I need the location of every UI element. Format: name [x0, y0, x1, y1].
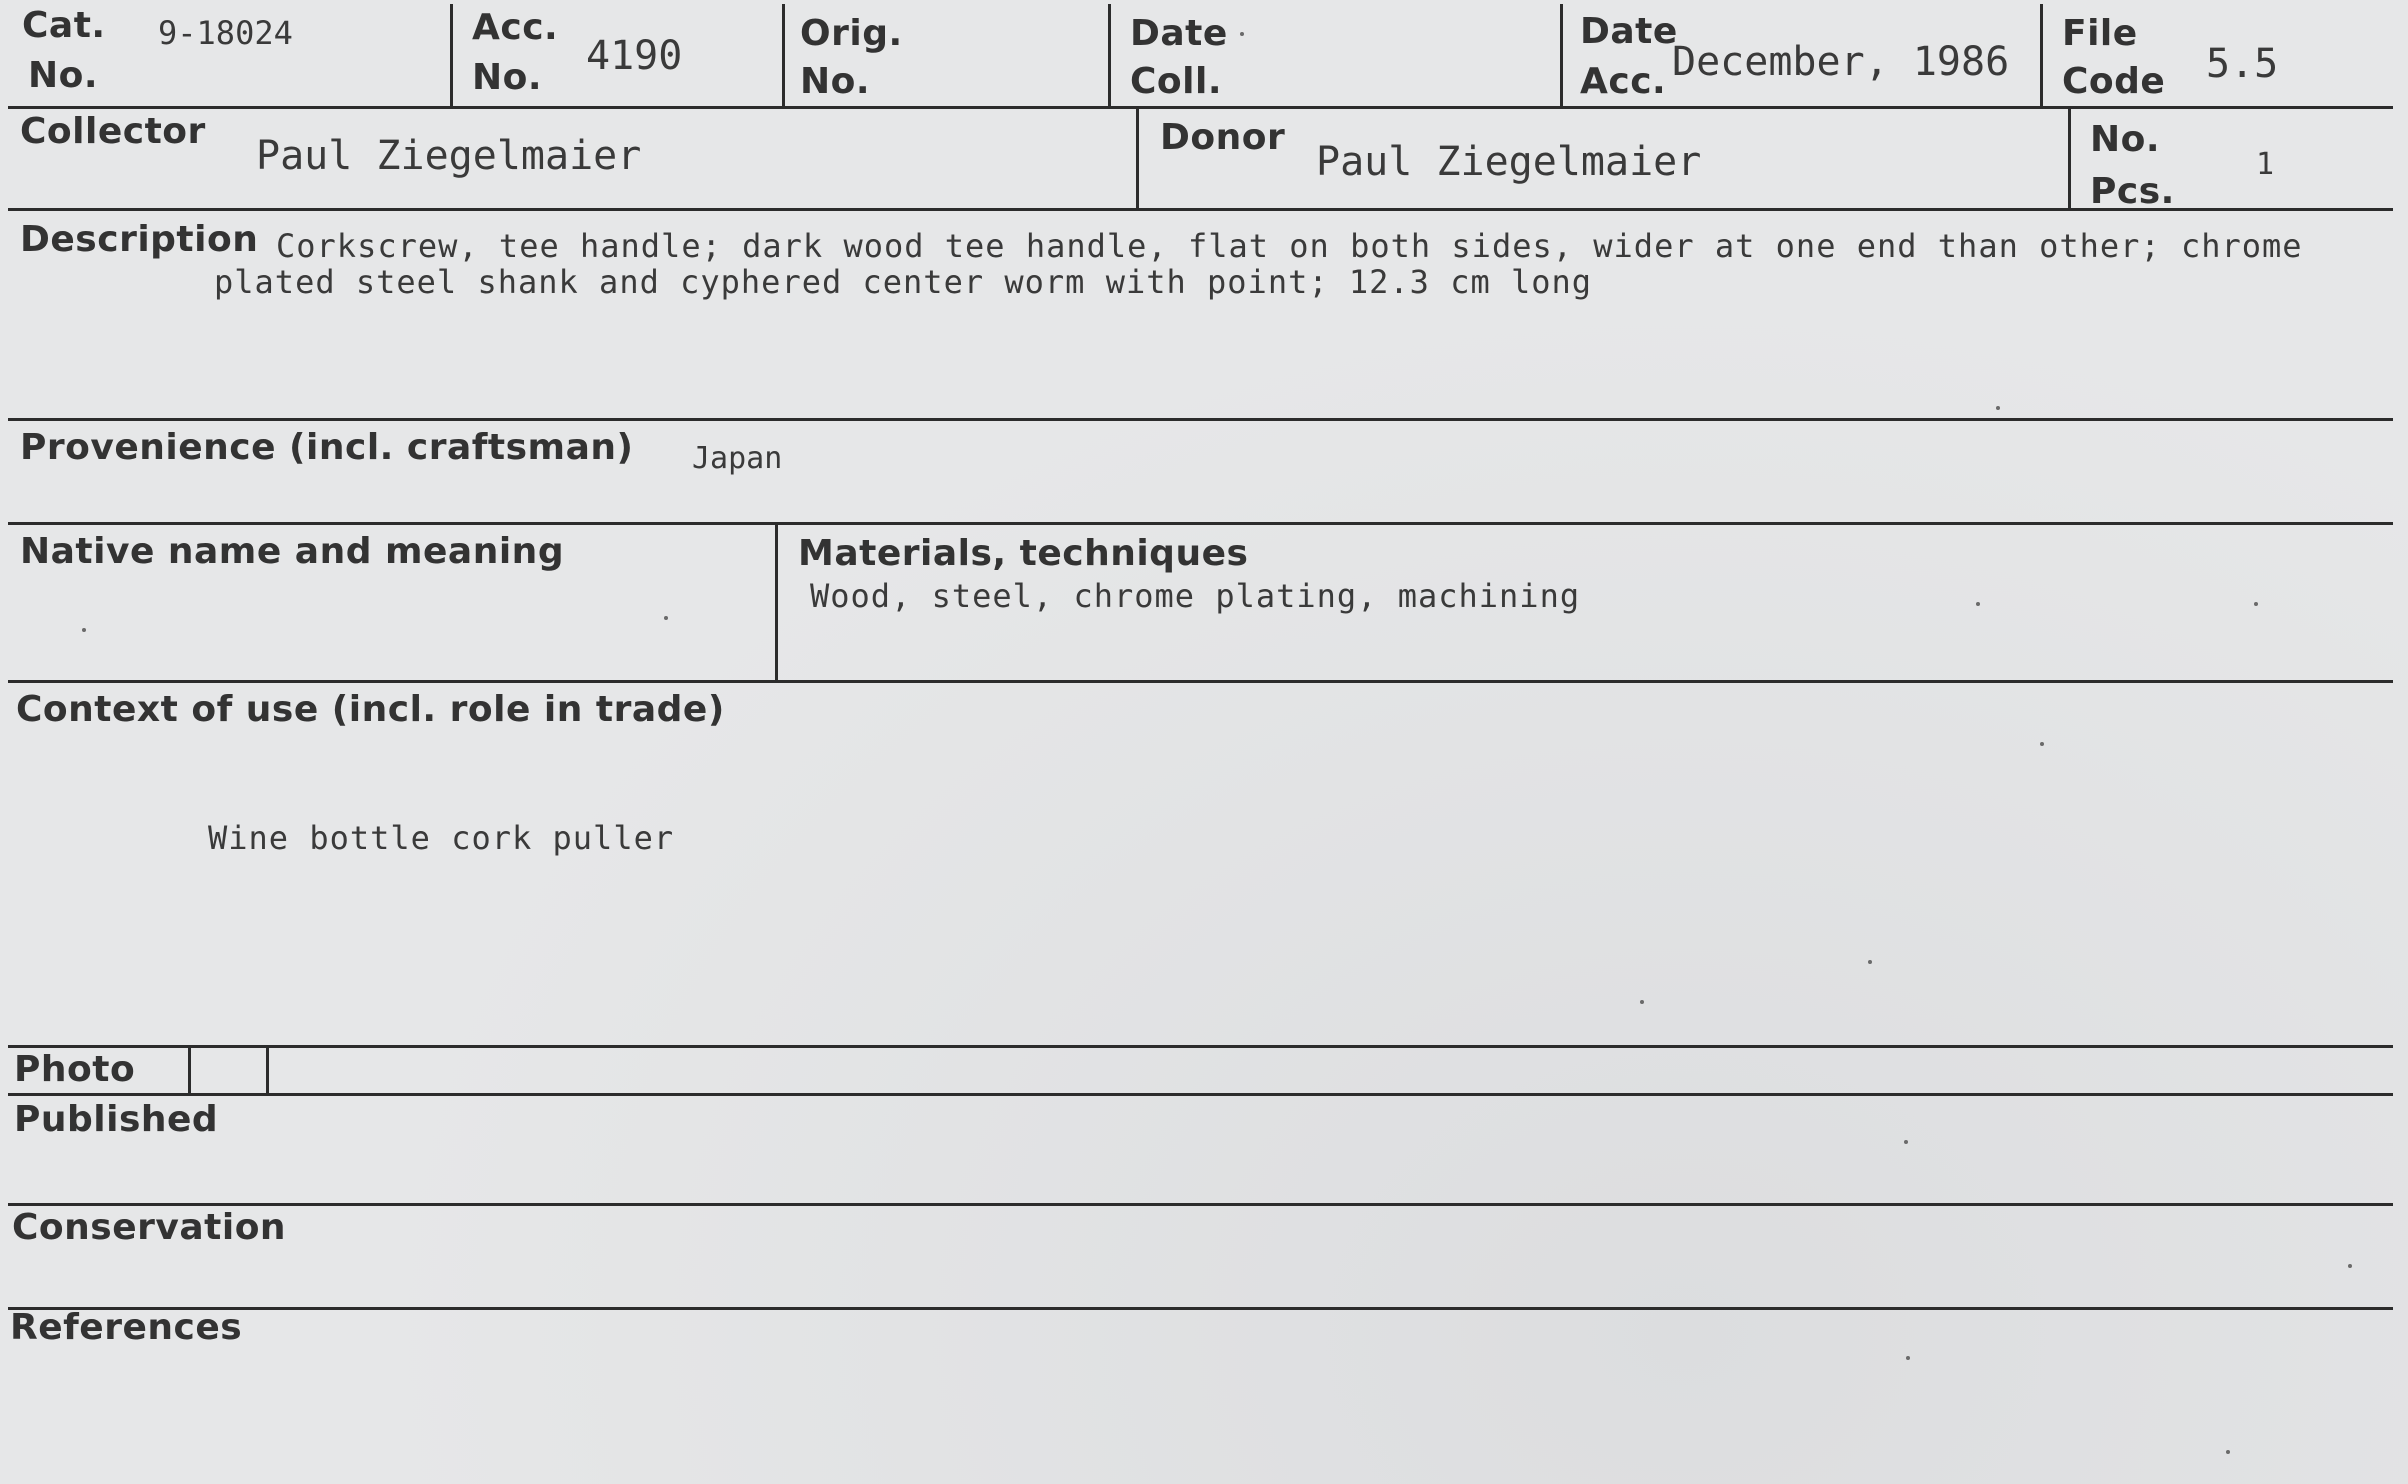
- divider-orig-datecoll: [1108, 4, 1111, 108]
- divider-collector-bottom: [8, 208, 2393, 211]
- divider-collector-donor: [1136, 106, 1139, 210]
- description-line-2: plated steel shank and cyphered center worm with point; 12.3 cm long: [214, 263, 1593, 301]
- speck: [664, 616, 668, 620]
- collector-label: Collector: [20, 111, 206, 152]
- donor-value: Paul Ziegelmaier: [1316, 139, 1702, 185]
- date-acc-label-acc: Acc.: [1580, 61, 1667, 102]
- cat-label: Cat.: [22, 5, 106, 46]
- donor-label: Donor: [1160, 117, 1286, 158]
- file-code-label-code: Code: [2062, 61, 2166, 102]
- pieces-label-pcs: Pcs.: [2090, 171, 2175, 212]
- speck: [1240, 32, 1244, 36]
- date-coll-label-coll: Coll.: [1130, 61, 1223, 102]
- date-coll-label: Date: [1130, 13, 1228, 54]
- materials-value: Wood, steel, chrome plating, machining: [810, 577, 1581, 615]
- materials-label: Materials, techniques: [798, 533, 1249, 574]
- divider-native-materials: [775, 522, 778, 682]
- cat-label-no: No.: [28, 55, 99, 96]
- orig-label-no: No.: [800, 61, 871, 102]
- photo-label: Photo: [14, 1049, 136, 1090]
- divider-datecoll-dateacc: [1560, 4, 1563, 108]
- acc-label: Acc.: [472, 7, 559, 48]
- divider-acc-orig: [782, 4, 785, 108]
- speck: [1904, 1140, 1908, 1144]
- speck: [82, 628, 86, 632]
- speck: [1640, 1000, 1644, 1004]
- speck: [2348, 1264, 2352, 1268]
- context-label: Context of use (incl. role in trade): [16, 689, 725, 730]
- orig-label: Orig.: [800, 13, 903, 54]
- speck: [1868, 960, 1872, 964]
- provenience-label: Provenience (incl. craftsman): [20, 427, 634, 468]
- pieces-value: 1: [2256, 147, 2275, 182]
- acc-number-value: 4190: [586, 33, 683, 79]
- pieces-label: No.: [2090, 119, 2161, 160]
- divider-conservation-bottom: [8, 1307, 2393, 1310]
- divider-dateacc-filecode: [2040, 4, 2043, 108]
- speck: [1976, 602, 1980, 606]
- context-value: Wine bottle cork puller: [208, 819, 675, 857]
- file-code-label: File: [2062, 13, 2138, 54]
- references-label: References: [10, 1307, 243, 1348]
- provenience-value: Japan: [692, 441, 783, 476]
- cat-number-value: 9-18024: [158, 14, 293, 52]
- divider-donor-pieces: [2068, 106, 2071, 210]
- speck: [2226, 1450, 2230, 1454]
- divider-cat-acc: [450, 4, 453, 108]
- date-acc-label: Date: [1580, 11, 1678, 52]
- divider-photo-bottom: [8, 1093, 2393, 1096]
- divider-context-bottom: [8, 1045, 2393, 1048]
- file-code-value: 5.5: [2206, 41, 2279, 87]
- divider-provenience-bottom: [8, 522, 2393, 525]
- speck: [2040, 742, 2044, 746]
- speck: [1906, 1356, 1910, 1360]
- speck: [2254, 602, 2258, 606]
- conservation-label: Conservation: [12, 1207, 287, 1248]
- speck: [1996, 406, 2000, 410]
- published-label: Published: [14, 1099, 219, 1140]
- divider-header-bottom: [8, 106, 2393, 109]
- native-name-label: Native name and meaning: [20, 531, 565, 572]
- photo-box-right: [266, 1045, 269, 1095]
- acc-label-no: No.: [472, 57, 543, 98]
- divider-native-bottom: [8, 680, 2393, 683]
- description-label: Description: [20, 219, 259, 260]
- divider-description-bottom: [8, 418, 2393, 421]
- date-acc-value: December, 1986: [1672, 39, 2010, 85]
- photo-box-left: [188, 1045, 191, 1095]
- collector-value: Paul Ziegelmaier: [256, 133, 642, 179]
- description-line-1: Corkscrew, tee handle; dark wood tee handle, flat on both sides, wider at one end than other; chrome: [276, 227, 2303, 265]
- divider-published-bottom: [8, 1203, 2393, 1206]
